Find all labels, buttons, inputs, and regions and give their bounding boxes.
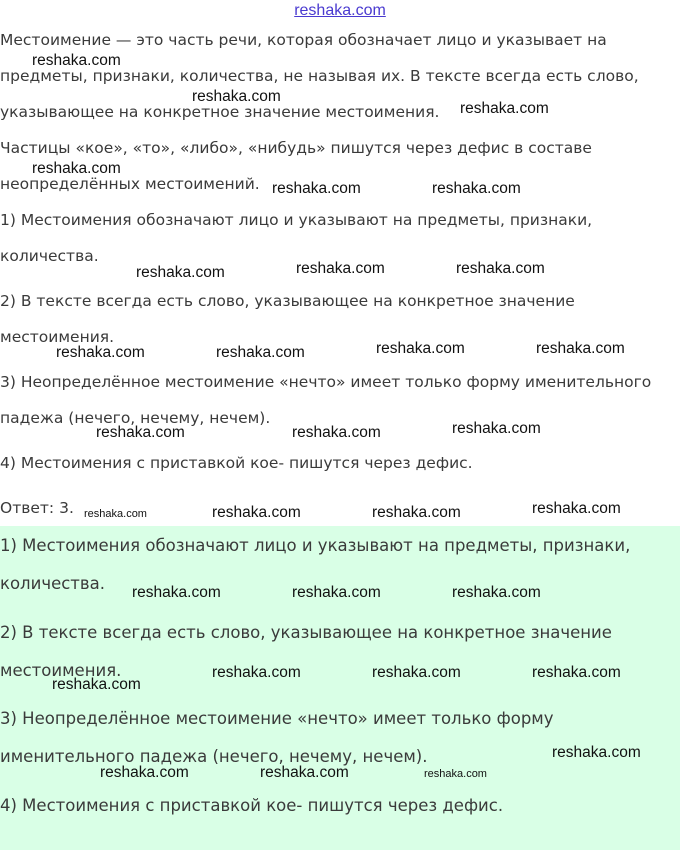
- panel-statement-line: 2) В тексте всегда есть слово, указывающее на конкретное значение: [0, 623, 612, 642]
- watermark: reshaka.com: [32, 160, 121, 177]
- watermark: reshaka.com: [532, 664, 621, 681]
- watermark: reshaka.com: [296, 260, 385, 277]
- watermark: reshaka.com: [96, 424, 185, 441]
- statement-line: количества.: [0, 247, 99, 265]
- watermark: reshaka.com: [372, 504, 461, 521]
- theory-line: указывающее на конкретное значение местоимения.: [0, 103, 440, 121]
- statement-line: 3) Неопределённое местоимение «нечто» имеет только форму именительного: [0, 373, 652, 391]
- watermark: reshaka.com: [212, 504, 301, 521]
- statement-line: 4) Местоимения с приставкой кое- пишутся через дефис.: [0, 454, 473, 472]
- watermark: reshaka.com: [536, 340, 625, 357]
- answer-text: Ответ: 3.: [0, 499, 74, 517]
- watermark: reshaka.com: [376, 340, 465, 357]
- watermark: reshaka.com: [192, 88, 281, 105]
- site-link[interactable]: reshaka.com: [294, 2, 386, 19]
- watermark: reshaka.com: [84, 508, 147, 520]
- panel-statement-line: 3) Неопределённое местоимение «нечто» имеет только форму: [0, 709, 554, 728]
- watermark: reshaka.com: [292, 424, 381, 441]
- watermark: reshaka.com: [532, 500, 621, 517]
- watermark: reshaka.com: [452, 420, 541, 437]
- watermark: reshaka.com: [56, 344, 145, 361]
- statement-line: 1) Местоимения обозначают лицо и указывают на предметы, признаки,: [0, 211, 593, 229]
- watermark: reshaka.com: [432, 180, 521, 197]
- watermark: reshaka.com: [292, 584, 381, 601]
- watermark: reshaka.com: [260, 764, 349, 781]
- statement-line: падежа (нечего, нечему, нечем).: [0, 409, 271, 427]
- theory-line: Частицы «кое», «то», «либо», «нибудь» пишутся через дефис в составе: [0, 139, 592, 157]
- watermark: reshaka.com: [456, 260, 545, 277]
- watermark: reshaka.com: [212, 664, 301, 681]
- watermark: reshaka.com: [136, 264, 225, 281]
- watermark: reshaka.com: [52, 676, 141, 693]
- panel-statement-line: местоимения.: [0, 661, 122, 680]
- statement-line: 2) В тексте всегда есть слово, указывающее на конкретное значение: [0, 292, 575, 310]
- watermark: reshaka.com: [216, 344, 305, 361]
- watermark: reshaka.com: [460, 100, 549, 117]
- panel-statement-line: именительного падежа (нечего, нечему, нечем).: [0, 747, 428, 766]
- watermark: reshaka.com: [424, 768, 487, 780]
- panel-statement-line: 4) Местоимения с приставкой кое- пишутся через дефис.: [0, 796, 504, 815]
- panel-statement-line: 1) Местоимения обозначают лицо и указывают на предметы, признаки,: [0, 536, 631, 555]
- watermark: reshaka.com: [272, 180, 361, 197]
- watermark: reshaka.com: [100, 764, 189, 781]
- watermark: reshaka.com: [372, 664, 461, 681]
- theory-line: предметы, признаки, количества, не называя их. В тексте всегда есть слово,: [0, 67, 639, 85]
- theory-line: неопределённых местоимений.: [0, 175, 260, 193]
- watermark: reshaka.com: [132, 584, 221, 601]
- theory-line: Местоимение — это часть речи, которая обозначает лицо и указывает на: [0, 31, 607, 49]
- watermark: reshaka.com: [32, 52, 121, 69]
- statement-line: местоимения.: [0, 328, 115, 346]
- watermark: reshaka.com: [452, 584, 541, 601]
- watermark: reshaka.com: [552, 744, 641, 761]
- panel-statement-line: количества.: [0, 574, 105, 593]
